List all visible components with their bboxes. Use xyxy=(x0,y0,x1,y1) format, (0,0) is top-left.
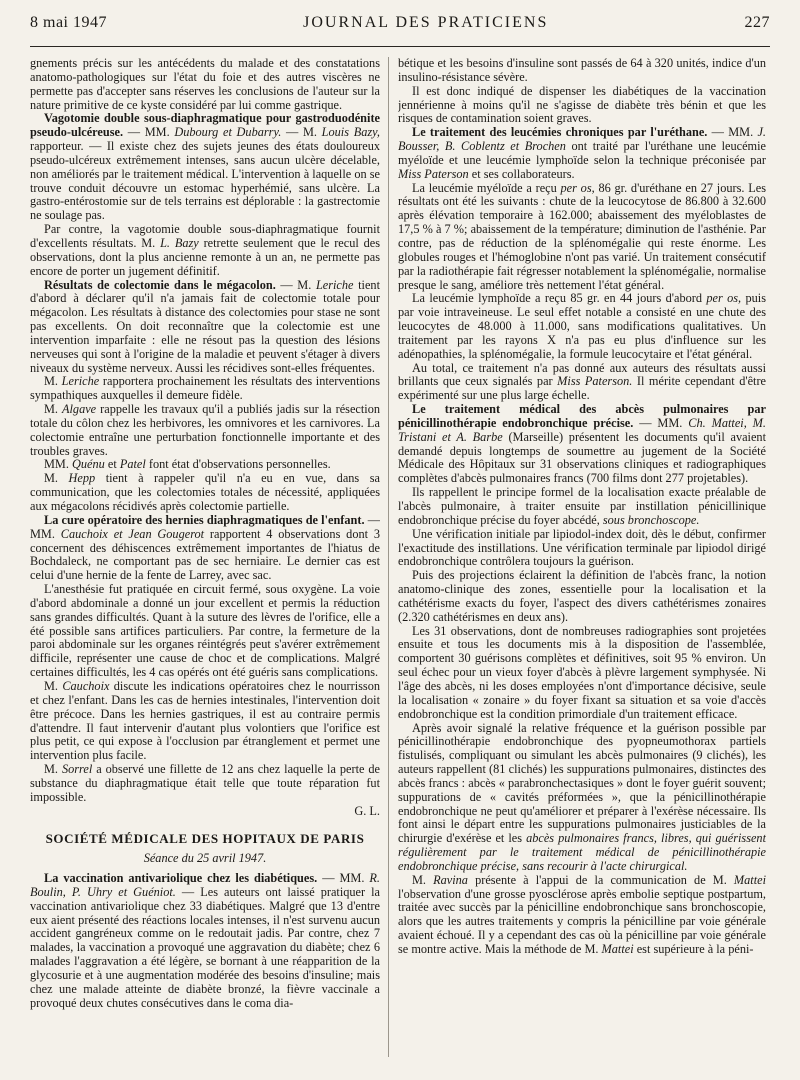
article-body: tient d'abord à déclarer qu'il n'a jamais fait de colectomie totale pour mégacolon. Les résultats à distance des colectomies pour stase ne sont pas excellents. On doit reconnaître que la colectomie est une intervention imparfaite : elle ne résout pas la question des lésions nerveuses qui sont à l'origine de la maladie et peuvent s'étager à divers niveaux du système nerveux. Aussi les récidives sont-elles fréquentes. xyxy=(30,277,380,375)
paragraph xyxy=(30,472,380,514)
paragraph xyxy=(30,375,380,403)
text: — MM. xyxy=(633,415,689,430)
authors: Dubourg et Dubarry. xyxy=(174,125,282,140)
paragraph xyxy=(398,722,766,874)
article-body: (Marseille) présentent les documents qu'il avaient demandé depuis longtemps de soumettre au jugement de la Société Médicale des Hôpitaux sur 31 observations cliniques et radiographiques complètes d'abcès pulmonaires francs (700 films dont 277 projetables). xyxy=(398,429,766,486)
author: Sorrel xyxy=(61,762,93,777)
paragraph xyxy=(398,486,766,528)
paragraph: Puis des projections éclairent la définition de l'abcès franc, la notion anatomo-clinique des zones, essentielle pour la localisation et la cathétérisme exacts du foyer, l'aspect des divers cathétérismes zonaires (2.320 cathétérismes en deux ans). xyxy=(398,568,766,624)
article-title: Vagotomie double sous-diaphragmatique pour gastroduodénite pseudo-ulcéreuse. xyxy=(30,111,380,140)
authors: R. Boulin, P. Uhry et Guéniot. xyxy=(30,871,380,899)
paragraph: L'anesthésie fut pratiquée en circuit fermé, sous oxygène. La voie d'abord abdominale a donné un jour excellent et permis la réduction sans grandes difficultés. Quant à la suture des lèvres de l'orifice, elle a été possible sans artifices particuliers. Par contre, la fermeture de la paroi abdominale sur les organes réintégrés peut s'avérer extrêmement difficile, représenter une cause de choc et de complications. Malgré certaines difficultés, les 4 cas opérés ont été guéris sans complications. xyxy=(30,582,380,680)
paragraph: bétique et les besoins d'insuline sont passés de 64 à 320 unités, indice d'un insulino-résistance sévère. xyxy=(398,57,766,84)
text: La leucémie lymphoïde a reçu 85 gr. en 44 jours d'abord xyxy=(412,291,707,306)
page-number: 227 xyxy=(744,14,770,31)
text: abcès pulmonaires francs, libres, qui guérissent régulièrement par le traitement médical de pénicillinothérapie endobronchique précise, sans recourir à l'acte chirurgical. xyxy=(398,831,766,873)
text: Après avoir signalé la relative fréquence et la guérison possible par pénicillinothérapie endobronchique des pyopneumothorax partiels fistulisés, compliquant ou simulant les abcès pulmonaires (9 clichés), les auteurs rappellent (81 clichés) les suppurations pulmonaires, distinctes des abcès francs : abcès « parabronchectasiques » dont le foyer guérit souvent; suppurations de « cavités préformées », que la pénicillinothérapie endobronchique ne peut qu'améliorer et préparer à l'exérèse nécessaire. Ils font ainsi le départ entre les suppurations pulmonaires justiciables de la chirurgie d'exérèse et les xyxy=(398,720,766,846)
authors: Cauchoix et Jean Gougerot xyxy=(60,526,205,541)
author: Leriche xyxy=(315,277,354,292)
text: puis par voie intraveineuse. Le seul effet notable a consisté en une chute des leucocytes de 48.000 à 11.000, sans modifications qualitatives. Un traitement par les rayons X n'a pas eu plus d'influence sur les adénopathies, la splénomégalie, la formule leucocytaire et l'état général. xyxy=(398,291,766,361)
article-colectomie xyxy=(30,279,380,376)
article-body: rapporteur. — Il existe chez des sujets jeunes des états douloureux pseudo-ulcéreux extrêmement intenses, sans aucun ulcère décelable, non améliorés par le traitement médical. L'intervention à laquelle on se trouve conduit découvre un estomac hyperhémié, sans ulcère. La gastro-entérostomie sur de tels terrains est déplorable : la gastrectomie ne soulage pas. xyxy=(30,139,380,223)
text: M. xyxy=(44,402,62,417)
article-vaccination xyxy=(30,872,380,1010)
article-body: — Les auteurs ont laissé pratiquer la vaccination antivariolique chez 33 diabétiques. Malgré que 13 d'entre eux aient présenté des réactions locales intenses, il n'est survenu aucun accident gangréneux comme on le redoutait jadis. Par contre, chez 7 malades, la vaccination a provoqué une aggravation du diabète; chez 6 malades l'aggravation a été légère, se bornant à une réapparition de la glycosurie et à une augmentation modérée des besoins d'insuline; mais chez une malade atteinte de diabète bronzé, la fièvre vaccinale a provoqué deux chutes consécutives dans le coma dia- xyxy=(30,884,380,1010)
text: M. xyxy=(44,471,69,486)
text: font état d'observations personnelles. xyxy=(145,457,331,472)
paragraph xyxy=(398,292,766,361)
author: L. Bazy xyxy=(160,235,199,250)
text: — MM. xyxy=(317,871,370,886)
text: — MM. xyxy=(123,125,175,140)
text: l'observation d'une grosse pyosclérose après embolie septique postpartum, traitée avec succès par la pénicilline endobronchique sans bronchoscopie, alors que les autres traitements y compris la pénicilline par voie générale avaient échoué. Il y a cependant des cas où la pénicilline par voie générale se montre active. Mais la méthode de M. xyxy=(398,886,766,956)
author: Quénu xyxy=(72,457,105,472)
section-heading: SOCIÉTÉ MÉDICALE DES HOPITAUX DE PARIS xyxy=(45,831,365,847)
paragraph xyxy=(398,362,766,404)
text: retrette seulement que le recul des observations, dont la plus ancienne remonte à un an, ne permette pas encore de porter un jugement définitif. xyxy=(30,235,380,278)
author: Mattei xyxy=(601,942,634,956)
author: Ravina xyxy=(433,872,468,887)
text: est supérieure à la péni- xyxy=(633,942,754,956)
left-column xyxy=(30,57,380,1057)
running-header xyxy=(30,14,770,40)
text: per os, xyxy=(706,291,742,306)
paragraph xyxy=(30,680,380,763)
text: — MM. xyxy=(707,125,758,140)
paragraph: Il est donc indiqué de dispenser les diabétiques de la vaccination jennérienne à moins qu'il ne s'agisse de diabète très bénin et que les risques de contamination soient graves. xyxy=(398,83,766,126)
author: Miss Paterson xyxy=(398,166,469,181)
paragraph xyxy=(30,763,380,805)
text: rapportera prochainement les résultats des interventions sympathiques auxquelles il demeure fidèle. xyxy=(30,374,380,403)
right-column xyxy=(398,57,766,1057)
text: M. xyxy=(44,678,63,693)
session-date: Séance du 25 avril 1947. xyxy=(143,851,267,866)
authors: Ch. Mattei, M. Tristani et A. Barbe xyxy=(398,415,766,444)
text: M. xyxy=(412,872,434,887)
paragraph xyxy=(30,223,380,278)
signature: G. L. xyxy=(354,803,380,818)
article-body: rapportent 4 observations dont 3 concernent des déhiscences extrêmement importantes de l'hiatus de Bochdaleck, ne comportant pas de sec herniaire. Le dernier cas est celui d'une hernie de la fente de Larrey, avec sac. xyxy=(30,526,380,583)
author: Leriche xyxy=(61,374,100,389)
article-title: Résultats de colectomie dans le mégacolon. xyxy=(44,277,276,292)
header-date: 8 mai 1947 xyxy=(30,14,107,31)
text: et ses collaborateurs. xyxy=(468,166,575,181)
article-title: Le traitement des leucémies chroniques par l'uréthane. xyxy=(412,125,708,140)
text: Au total, ce traitement n'a pas donné aux auteurs des résultats aussi brillants que ceux signalés par xyxy=(398,360,766,389)
text: M. xyxy=(44,762,62,777)
author: Hepp xyxy=(68,471,96,486)
header-rule xyxy=(30,46,770,47)
text: présente à l'appui de la communication de M. xyxy=(467,872,734,887)
text: Par contre, la vagotomie double sous-diaphragmatique fournit d'excellents résultats. M. xyxy=(30,222,380,250)
text: per os, xyxy=(560,180,595,195)
text: a observé une fillette de 12 ans chez laquelle la perte de substance du diaphragmatique était telle que toute réparation fut impossible. xyxy=(30,762,380,804)
text: — M. xyxy=(281,125,322,140)
text: Il mérite cependant d'être expérimenté sur une plus large échelle. xyxy=(398,374,766,403)
text: La leucémie myéloïde a reçu xyxy=(412,180,561,195)
text: — M. xyxy=(275,277,316,292)
column-divider xyxy=(388,57,389,1057)
author: Louis Bazy, xyxy=(321,125,380,140)
text: — MM. xyxy=(30,512,380,541)
text: tient à rappeler qu'il n'a eu en vue, dans sa communication, que les colectomies totales de nécessité, appliquées aux mégacolons récidivés après colectomie partielle. xyxy=(30,471,380,513)
paragraph xyxy=(30,403,380,458)
paragraph: Les 31 observations, dont de nombreuses radiographies sont projetées ensuite et tous les documents mis à la disposition de l'assemblée, comportent 30 guérisons complètes et définitives, soit 95 % environ. Un seul échec pour un vieux foyer d'abcès à plèvre largement symphysée. Ni l'âge des abcès, ni les doses employées n'ont d'importance décisive, seule la localisation « zonaire » du foyer fixant sa situation et sa voie d'accès endobronchique est la condition primordiale d'un traitement efficace. xyxy=(398,623,766,721)
paragraph: Une vérification initiale par lipiodol-index doit, dès le début, confirmer l'exactitude des instillations. Une vérification terminale par lipiodol dirigé endobronchique contrôlera toujours la guérison. xyxy=(398,526,766,569)
text: 86 gr. d'uréthane en 27 jours. Les résultats ont été les suivants : chute de la leucocytose de 86.800 à 32.600 après élévation temporaire à 162.000; abaissement des myéloblastes de 17,5 % à 7 %; abaissement de la température; diminution de l'asthénie. Par contre, pas de réduction de la splénomégalie qui reste énorme. Les globules rouges et l'hémoglobine n'ont pas varié. Un traitement consécutif par la radiothérapie fait régresser notablement la splénomégalie, normalise presque le sang, améliore très nettement l'état général. xyxy=(398,180,766,292)
text: MM. xyxy=(44,457,73,472)
authors: J. Bousser, B. Coblentz et Brochen xyxy=(398,125,766,154)
paragraph: gnements précis sur les antécédents du malade et des constatations anatomo-pathologiques sur l'état du foie et des autres viscères ne permette pas d'accepter sans réserves les conclusions de l'auteur sur la nature primitive de ce kyste considéré par lui comme gastrique. xyxy=(30,57,380,112)
article-abces xyxy=(398,403,766,486)
article-title: Le traitement médical des abcès pulmonaires par pénicillinothérapie endobronchique précise. xyxy=(398,402,766,430)
author: Patel xyxy=(119,457,146,472)
paragraph xyxy=(30,458,380,472)
text: et xyxy=(104,457,120,472)
signature-row xyxy=(30,805,380,819)
author: Cauchoix xyxy=(62,678,110,693)
author: Mattei xyxy=(733,872,766,887)
text: ont traité par l'uréthane une leucémie myéloïde et une leucémie lymphoïde selon la technique préconisée par xyxy=(398,139,766,167)
author: Algave xyxy=(62,402,97,417)
text: M. xyxy=(44,374,62,389)
article-vagotomie xyxy=(30,112,380,223)
text: sous bronchoscope. xyxy=(602,512,700,527)
text: discute les indications opératoires chez le nourrisson et chez l'enfant. Dans les cas de hernies intestinales, l'intervention doit être précoce. Dans les hernies gastriques, il est au contraire permis d'attendre. Il faut intervenir d'autant plus volontiers que l'orifice est plus petit, ce qui expose à l'occlusion par étranglement et permet une intervention plus facile. xyxy=(30,678,380,763)
journal-title: JOURNAL DES PRATICIENS xyxy=(303,14,549,31)
text: Ils rappellent le principe formel de la localisation exacte préalable de l'abcès pulmonaire, à traiter ensuite par instillation pénicillinique endobronchique précise du foyer abcédé, xyxy=(398,485,766,527)
paragraph xyxy=(398,874,766,957)
article-title: La cure opératoire des hernies diaphragmatiques de l'enfant. xyxy=(44,512,365,527)
paragraph xyxy=(398,182,766,293)
article-hernies xyxy=(30,514,380,583)
article-title: La vaccination antivariolique chez les diabétiques. xyxy=(44,871,318,886)
text: rappelle les travaux qu'il a publiés jadis sur la résection totale du côlon chez les herbivores, les omnivores et les carnivores. La colectomie entraîne une perturbation fonctionnelle importante et des troubles graves. xyxy=(30,402,380,458)
author: Miss Paterson. xyxy=(557,374,633,389)
article-leucemies xyxy=(398,126,766,181)
